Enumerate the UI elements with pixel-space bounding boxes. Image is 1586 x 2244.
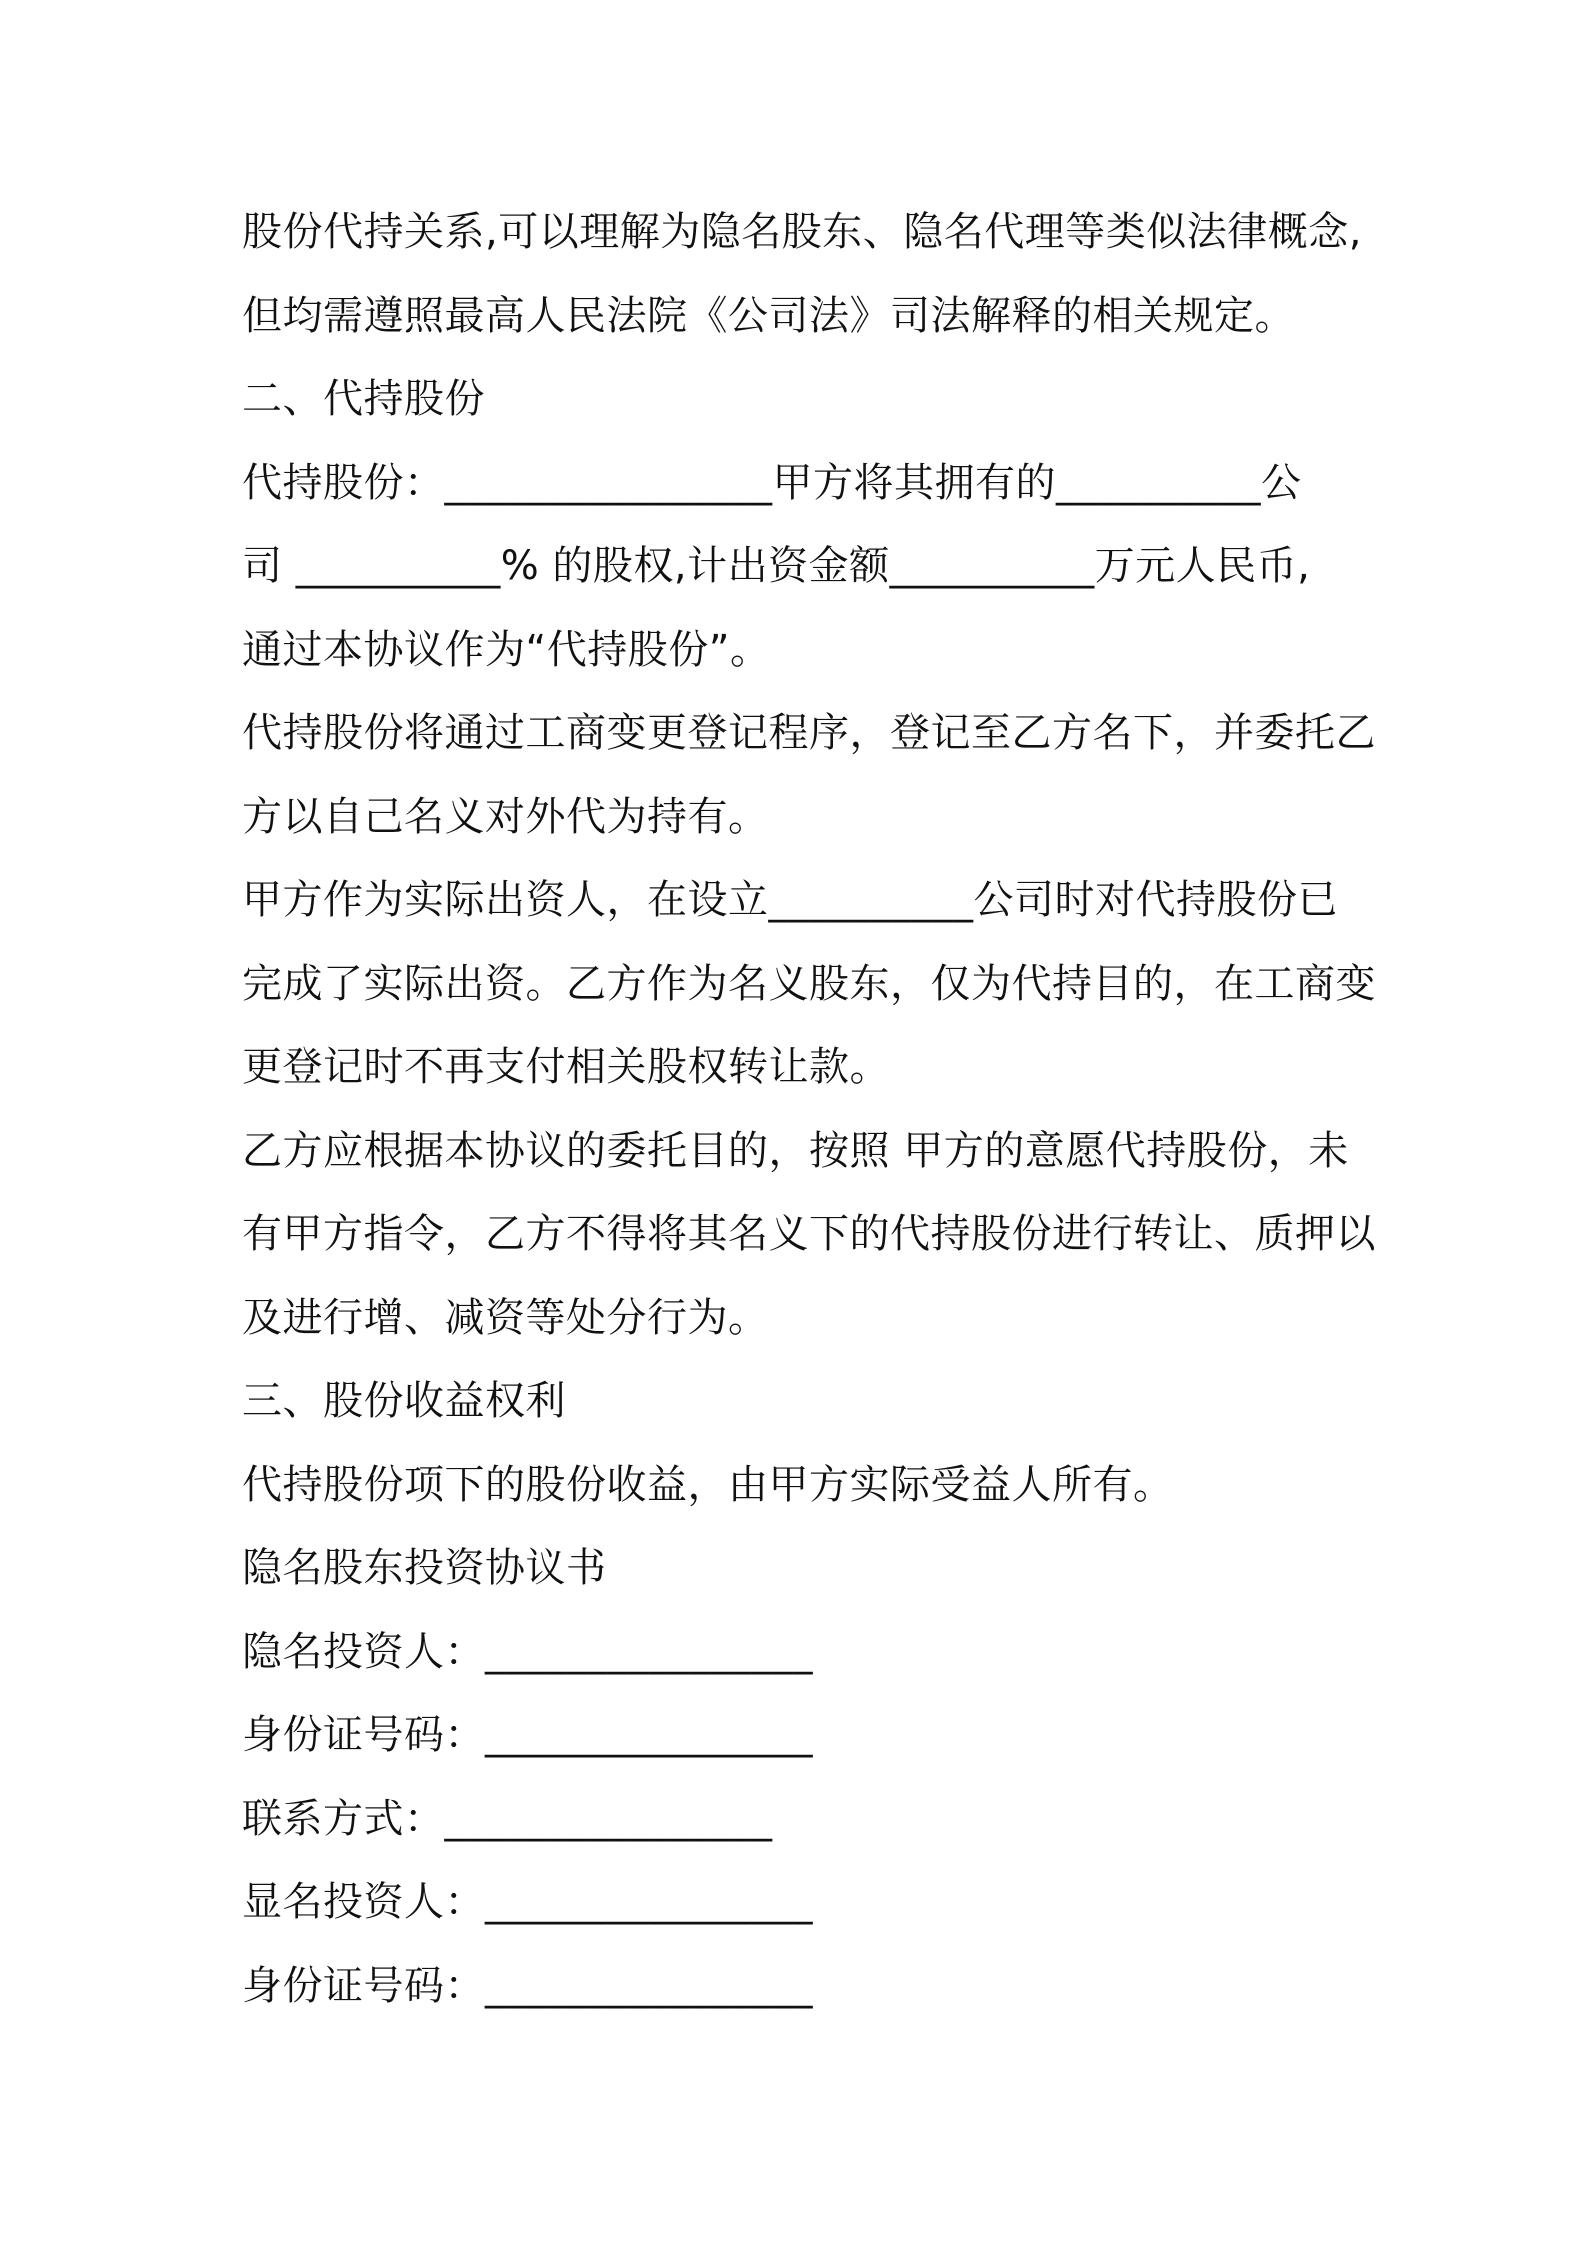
body-line: 代持股份：________________甲方将其拥有的__________公 [242,459,1302,506]
body-line: 司 __________% 的股权,计出资金额__________万元人民币, [242,543,1311,589]
body-line: 方以自己名义对外代为持有。 [242,793,769,840]
body-line: 但均需遵照最高人民法院《公司法》司法解释的相关规定。 [242,292,1295,339]
document-body [242,191,1376,2028]
body-line: 完成了实际出资。乙方作为名义股东，仅为代持目的，在工商变 [242,960,1376,1007]
body-line: 有甲方指令，乙方不得将其名义下的代持股份进行转让、质押以 [242,1211,1376,1257]
signature-field-id-number: 身份证号码：________________ [242,1712,813,1758]
body-line: 及进行增、减资等处分行为。 [242,1294,769,1341]
signature-field-hidden-investor: 隐名投资人：________________ [242,1628,813,1675]
body-line: 通过本协议作为“代持股份”。 [242,626,771,673]
signature-field-contact: 联系方式：________________ [242,1795,773,1842]
signature-field-nominal-investor: 显名投资人：________________ [242,1879,813,1925]
document-subtitle: 隐名股东投资协议书 [242,1545,607,1591]
body-line: 更登记时不再支付相关股权转让款。 [242,1044,890,1090]
body-line: 甲方作为实际出资人，在设立__________公司时对代持股份已 [242,877,1338,923]
signature-field-id-number: 身份证号码：________________ [242,1962,813,2009]
body-line: 乙方应根据本协议的委托目的，按照 甲方的意愿代持股份，未 [242,1127,1349,1174]
body-line: 代持股份项下的股份收益，由甲方实际受益人所有。 [242,1461,1174,1508]
section-heading: 二、代持股份 [242,376,485,422]
body-line: 代持股份将通过工商变更登记程序，登记至乙方名下，并委托乙 [242,710,1376,756]
body-line: 股份代持关系,可以理解为隐名股东、隐名代理等类似法律概念, [242,209,1362,255]
section-heading: 三、股份收益权利 [242,1378,566,1424]
